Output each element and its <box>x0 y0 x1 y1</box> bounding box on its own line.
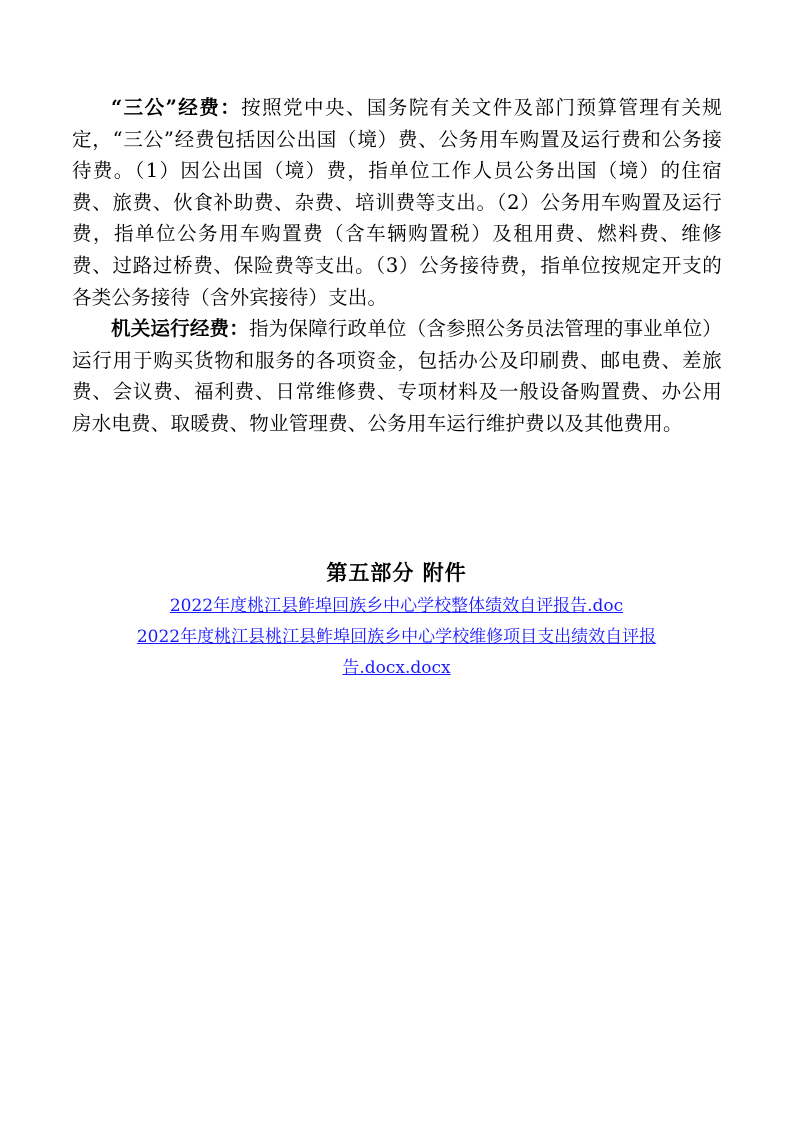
attachment-list <box>100 591 693 684</box>
agency-operating-expenses-paragraph <box>72 313 722 439</box>
attachment-link-overall-report[interactable]: 2022年度桃江县鲊埠回族乡中心学校整体绩效自评报告.doc <box>169 596 624 616</box>
three-public-expenses-paragraph <box>72 92 722 313</box>
attachment-link-repair-project-report[interactable]: 2022年度桃江县桃江县鲊埠回族乡中心学校维修项目支出绩效自评报告.docx.docx <box>136 627 657 678</box>
section-title: 第五部分 附件 <box>326 560 467 585</box>
three-public-expenses-term: “三公”经费： <box>111 96 242 119</box>
three-public-expenses-text: 按照党中央、国务院有关文件及部门预算管理有关规定，“三公”经费包括因公出国（境）费、公务用车购置及运行费和公务接待费。（1）因公出国（境）费，指单位工作人员公务出国（境）的住宿费、旅费、伙食补助费、杂费、培训费等支出。（2）公务用车购置及运行费，指单位公务用车购置费（含车辆购置税）及租用费、燃料费、维修费、过路过桥费、保险费等支出。（3）公务接待费，指单位按规定开支的各类公务接待（含外宾接待）支出。 <box>72 96 722 309</box>
agency-operating-expenses-text: 指为保障行政单位（含参照公务员法管理的事业单位）运行用于购买货物和服务的各项资金，包括办公及印刷费、邮电费、差旅费、会议费、福利费、日常维修费、专项材料及一般设备购置费、办公用房水电费、取暖费、物业管理费、公务用车运行维护费以及其他费用。 <box>72 317 722 435</box>
explanation-section <box>72 92 722 440</box>
agency-operating-expenses-term: 机关运行经费： <box>111 317 249 341</box>
